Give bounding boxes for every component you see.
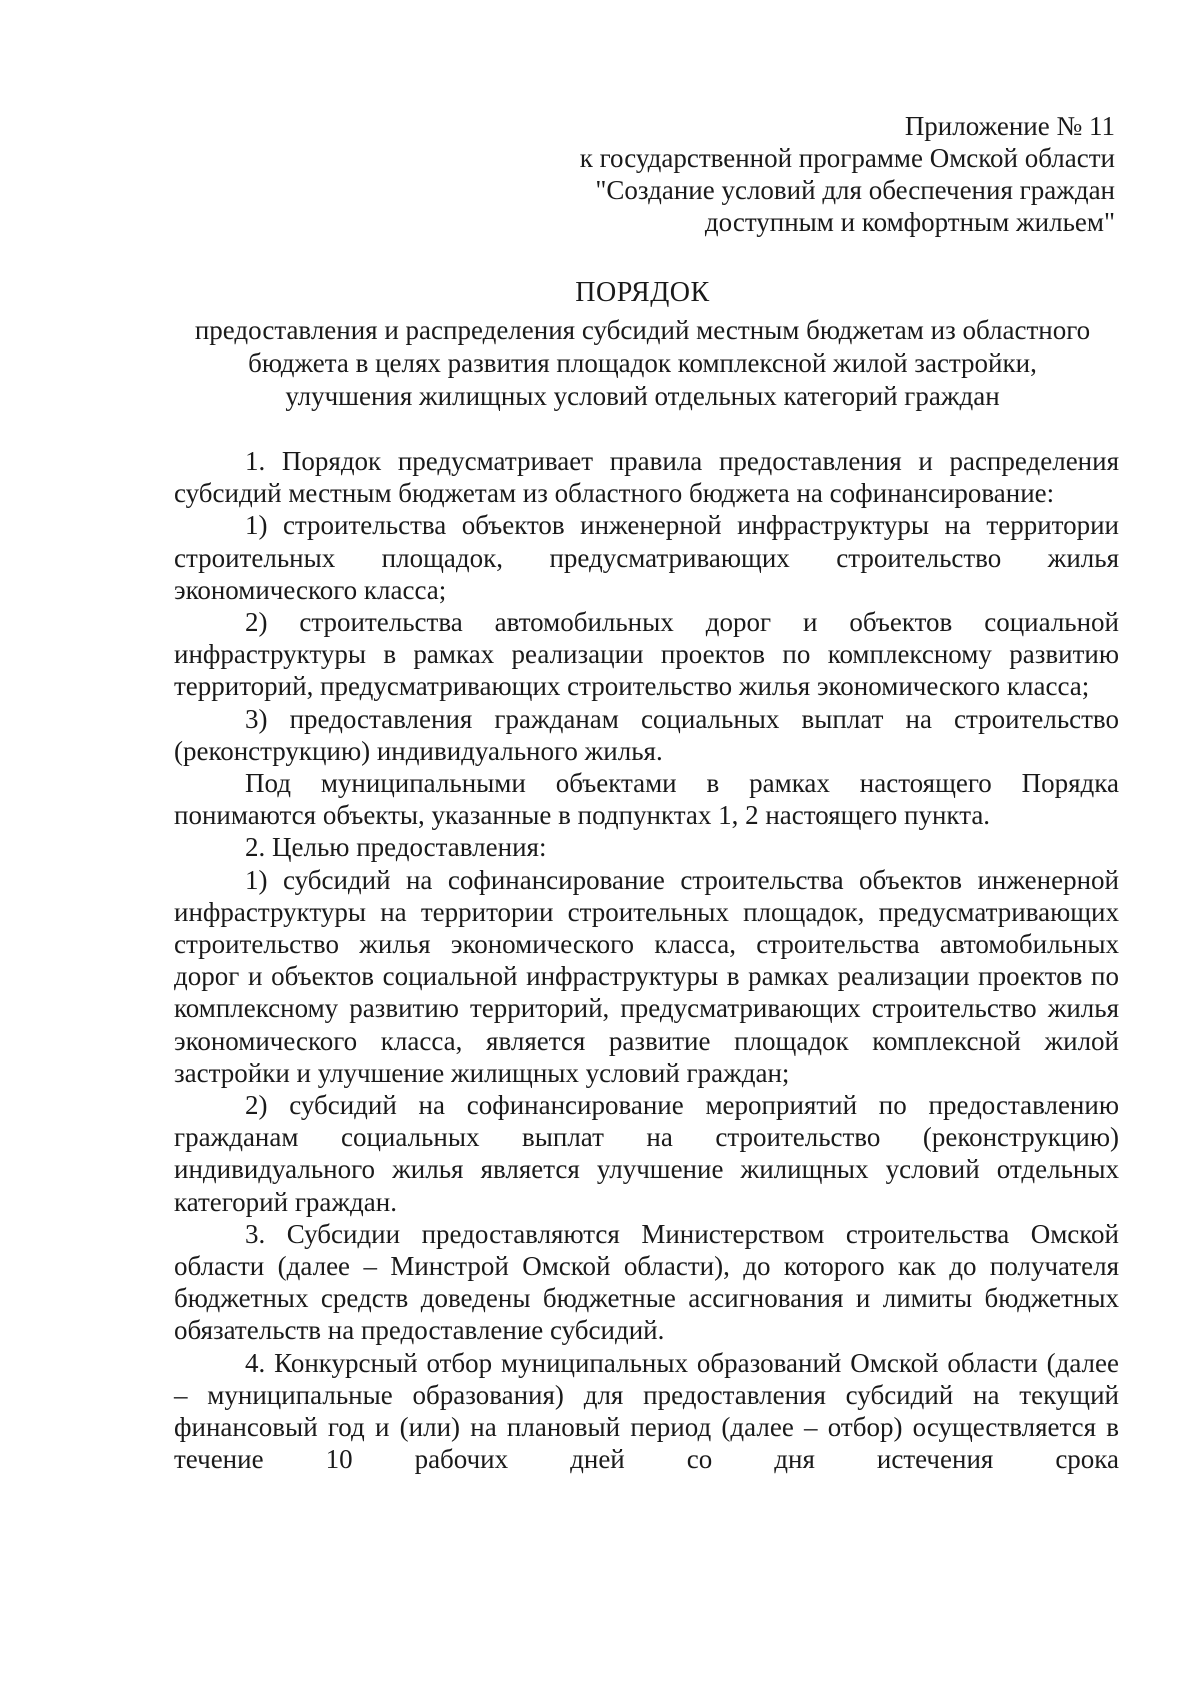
paragraph-2-item-1: 1) субсидий на софинансирование строительства объектов инженерной инфраструктуры на территории строительных площадок, предусматривающих строительство жилья экономического класса, строительства автомобильных дорог и объектов социальной инфраструктуры в рамках реализации проектов по комплексному развитию территорий, предусматривающих строительство жилья экономического класса, является развитие площадок комплексной жилой застройки и улучшение жилищных условий граждан; [174,864,1119,1088]
document-subtitle [170,314,1115,413]
document-body [174,445,1119,1476]
paragraph-2: 2. Целью предоставления: [245,832,547,863]
document-title: ПОРЯДОК [575,277,710,308]
appendix-line-1: Приложение № 11 [904,111,1115,141]
paragraph-1-item-2: 2) строительства автомобильных дорог и объектов социальной инфраструктуры в рамках реализации проектов по комплексному развитию территорий, предусматривающих строительство жилья экономического класса; [174,607,1119,702]
appendix-line-4: доступным и комфортным жильем" [704,207,1115,237]
paragraph-1: 1. Порядок предусматривает правила предоставления и распределения субсидий местным бюджетам из областного бюджета на софинансирование: [174,446,1119,509]
subtitle-line-3: улучшения жилищных условий отдельных категорий граждан [285,381,1000,411]
paragraph-4: 4. Конкурсный отбор муниципальных образований Омской области (далее – муниципальные образования) для предоставления субсидий на текущий финансовый год и (или) на плановый период (далее – отбор) осуществляется в течение 10 рабочих дней со дня истечения срока [174,1347,1119,1475]
appendix-header [495,110,1115,238]
appendix-line-2: к государственной программе Омской области [579,143,1115,173]
paragraph-1-note: Под муниципальными объектами в рамках настоящего Порядка понимаются объекты, указанные в подпунктах 1, 2 настоящего пункта. [174,768,1119,831]
paragraph-1-item-3: 3) предоставления гражданам социальных выплат на строительство (реконструкцию) индивидуального жилья. [174,703,1119,766]
appendix-line-3: "Создание условий для обеспечения граждан [595,175,1115,205]
subtitle-line-2: бюджета в целях развития площадок комплексной жилой застройки, [248,348,1037,378]
paragraph-2-item-2: 2) субсидий на софинансирование мероприятий по предоставлению гражданам социальных выплат на строительство (реконструкцию) индивидуального жилья является улучшение жилищных условий отдельных категорий граждан. [174,1090,1119,1217]
subtitle-line-1: предоставления и распределения субсидий местным бюджетам из областного [194,315,1091,345]
paragraph-1-item-1: 1) строительства объектов инженерной инфраструктуры на территории строительных площадок, предусматривающих строительство жилья экономического класса; [174,510,1119,605]
document-title-block [170,276,1115,413]
paragraph-3: 3. Субсидии предоставляются Министерством строительства Омской области (далее – Минстрой Омской области), до которого как до получателя бюджетных средств доведены бюджетные ассигнования и лимиты бюджетных обязательств на предоставление субсидий. [174,1218,1119,1346]
